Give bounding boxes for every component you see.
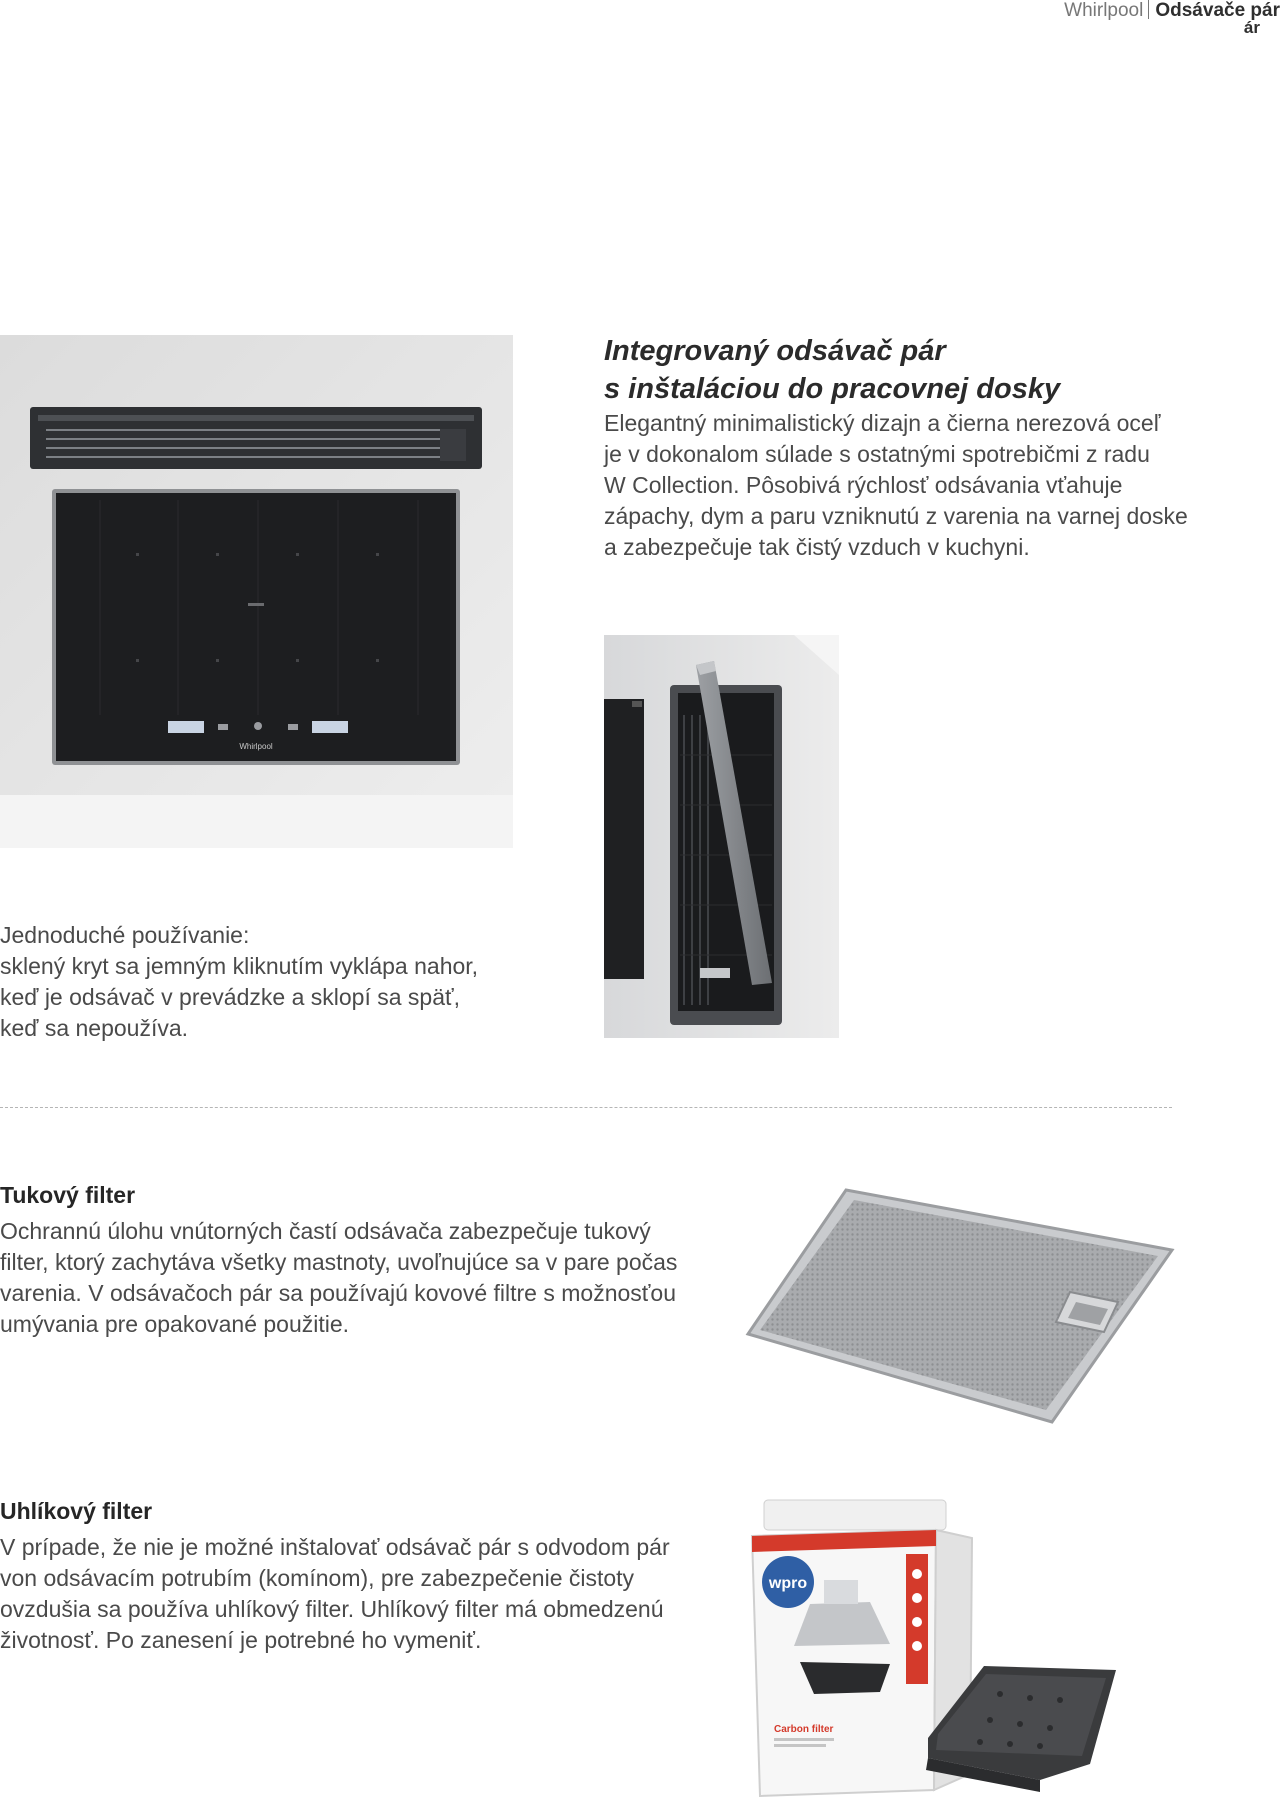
intro-paragraph — [604, 408, 1244, 563]
page-header — [1064, 0, 1280, 35]
package-brand-logo: wpro — [768, 1575, 808, 1592]
grease-filter-paragraph — [0, 1216, 720, 1340]
intro-line: zápachy, dym a paru vzniknutú z varenia na varnej doske — [604, 503, 1188, 529]
header-brand: Whirlpool — [1064, 0, 1144, 21]
usage-paragraph — [0, 920, 560, 1044]
intro-line: a zabezpečuje tak čistý vzduch v kuchyni. — [604, 534, 1030, 560]
usage-line: keď je odsávač v prevádzke a sklopí sa späť, — [0, 984, 460, 1010]
glass-cover-photo — [604, 635, 839, 1038]
intro-section — [604, 332, 1244, 563]
carbon-filter-photo — [740, 1494, 1180, 1798]
intro-line: Elegantný minimalistický dizajn a čierna nerezová oceľ — [604, 410, 1161, 436]
usage-section — [0, 920, 560, 1044]
carbon-filter-line: ovzdušia sa používa uhlíkový filter. Uhlíkový filter má obmedzenú — [0, 1596, 664, 1622]
intro-title — [604, 332, 1244, 408]
header-section-wrap: ár — [1243, 18, 1260, 37]
hob-with-downdraft-photo — [0, 335, 513, 848]
grease-filter-section — [0, 1180, 720, 1340]
carbon-filter-line: V prípade, že nie je možné inštalovať odsávač pár s odvodom pár — [0, 1534, 670, 1560]
intro-title-line-1: Integrovaný odsávač pár — [604, 335, 946, 367]
usage-line: sklený kryt sa jemným kliknutím vyklápa nahor, — [0, 953, 479, 979]
grease-filter-photo — [740, 1182, 1180, 1440]
section-divider — [0, 1107, 1172, 1108]
intro-title-line-2: s inštaláciou do pracovnej dosky — [604, 373, 1061, 405]
header-section-title: Odsávače pár — [1155, 0, 1280, 21]
hob-brand-logo: Whirlpool — [239, 742, 273, 751]
grease-filter-line: filter, ktorý zachytáva všetky mastnoty, uvoľnujúce sa v pare počas — [0, 1249, 678, 1275]
grease-filter-line: varenia. V odsávačoch pár sa používajú kovové filtre s možnosťou — [0, 1280, 676, 1306]
carbon-filter-line: von odsávacím potrubím (komínom), pre zabezpečenie čistoty — [0, 1565, 635, 1591]
package-label: Carbon filter — [774, 1724, 834, 1735]
grease-filter-line: umývania pre opakované použitie. — [0, 1311, 350, 1337]
grease-filter-line: Ochrannú úlohu vnútorných častí odsávača zabezpečuje tukový — [0, 1218, 651, 1244]
grease-filter-title: Tukový filter — [0, 1182, 136, 1208]
header-separator — [1148, 0, 1149, 19]
carbon-filter-title: Uhlíkový filter — [0, 1498, 153, 1524]
usage-line: Jednoduché používanie: — [0, 922, 250, 948]
intro-line: W Collection. Pôsobivá rýchlosť odsávania vťahuje — [604, 472, 1123, 498]
usage-line: keď sa nepoužíva. — [0, 1015, 189, 1041]
carbon-filter-line: životnosť. Po zanesení je potrebné ho vymeniť. — [0, 1627, 482, 1653]
carbon-filter-section — [0, 1496, 720, 1656]
intro-line: je v dokonalom súlade s ostatnými spotrebičmi z radu — [604, 441, 1150, 467]
carbon-filter-paragraph — [0, 1532, 720, 1656]
